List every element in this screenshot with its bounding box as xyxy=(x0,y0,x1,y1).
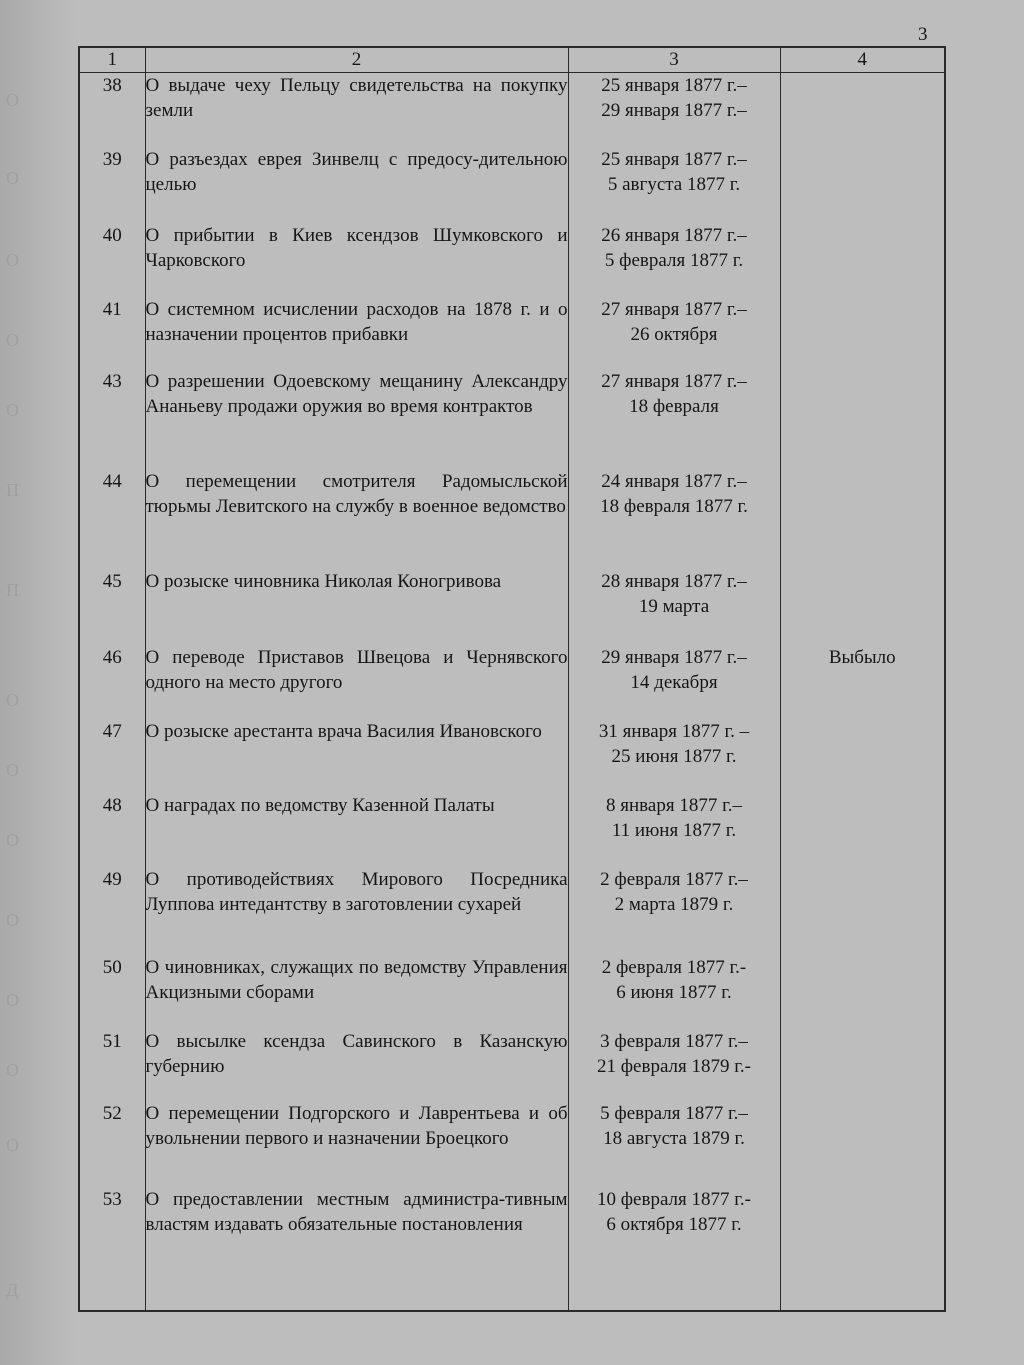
table-row xyxy=(79,223,945,297)
case-number: 49 xyxy=(79,867,145,955)
date-start: 8 января 1877 г.– xyxy=(606,794,742,816)
case-number: 41 xyxy=(79,297,145,369)
case-dates xyxy=(568,1101,780,1187)
case-title: О противодействиях Мирового Посредника Луппова интедантству в заготовлении сухарей xyxy=(145,867,568,955)
table-row xyxy=(79,469,945,569)
date-end: 29 января 1877 г.– xyxy=(601,100,747,121)
case-title: О прибытии в Киев ксендзов Шумковского и Чарковского xyxy=(145,223,568,297)
case-title: О чиновниках, служащих по ведомству Управления Акцизными сборами xyxy=(145,955,568,1029)
case-title: О выдаче чеху Пельцу свидетельства на покупку земли xyxy=(145,73,568,147)
case-number: 46 xyxy=(79,645,145,719)
case-dates xyxy=(568,955,780,1029)
date-start: 25 января 1877 г.– xyxy=(601,75,747,96)
case-number: 52 xyxy=(79,1101,145,1187)
bleed-through-mark: П xyxy=(6,480,19,500)
case-title: О перемещении Подгорского и Лаврентьева и об увольнении первого и назначении Броецкого xyxy=(145,1101,568,1187)
case-number: 48 xyxy=(79,793,145,867)
case-note xyxy=(780,867,945,955)
register-rows xyxy=(79,73,945,1312)
case-title: О наградах по ведомству Казенной Палаты xyxy=(145,793,568,867)
case-note xyxy=(780,297,945,369)
case-title: О розыске арестанта врача Василия Ивановского xyxy=(145,719,568,793)
table-row xyxy=(79,1101,945,1187)
case-title: О переводе Приставов Швецова и Чернявского одного на место другого xyxy=(145,645,568,719)
date-start: 2 февраля 1877 г.- xyxy=(601,956,747,978)
bleed-through-mark: О xyxy=(6,330,19,350)
case-title: О высылке ксендза Савинского в Казанскую губернию xyxy=(145,1029,568,1101)
register-table xyxy=(78,46,946,1312)
date-end: 5 августа 1877 г. xyxy=(607,173,741,195)
column-header-dates: 3 xyxy=(568,47,780,73)
header-row xyxy=(79,47,945,73)
column-header-number: 1 xyxy=(79,47,145,73)
date-end: 18 февраля 1877 г. xyxy=(600,495,748,517)
bleed-through-mark: О xyxy=(6,90,19,110)
case-number: 45 xyxy=(79,569,145,645)
table-row xyxy=(79,955,945,1029)
date-start: 26 января 1877 г.– xyxy=(601,224,747,246)
date-end: 11 июня 1877 г. xyxy=(611,819,737,841)
date-start: 5 февраля 1877 г.– xyxy=(600,1102,748,1124)
date-start: 27 января 1877 г.– xyxy=(601,370,747,392)
date-start: 29 января 1877 г.– xyxy=(601,646,747,668)
case-title: О разрешении Одоевскому мещанину Александру Ананьеву продажи оружия во время контрактов xyxy=(145,369,568,469)
case-dates xyxy=(568,793,780,867)
case-number: 53 xyxy=(79,1187,145,1273)
bleed-through-mark: О xyxy=(6,250,19,270)
table-row xyxy=(79,369,945,469)
case-number: 39 xyxy=(79,147,145,223)
case-dates xyxy=(568,369,780,469)
date-end: 2 марта 1879 г. xyxy=(614,893,734,915)
bleed-through-mark: О xyxy=(6,990,19,1010)
case-number: 44 xyxy=(79,469,145,569)
date-end: 14 декабря xyxy=(630,671,718,693)
empty-cell xyxy=(780,1273,945,1312)
case-number: 40 xyxy=(79,223,145,297)
table-row xyxy=(79,645,945,719)
case-number: 50 xyxy=(79,955,145,1029)
bleed-through-mark: О xyxy=(6,760,19,780)
table-row xyxy=(79,793,945,867)
date-start: 3 февраля 1877 г.– xyxy=(600,1030,748,1052)
table-row xyxy=(79,719,945,793)
bleed-through-mark: О xyxy=(6,910,19,930)
empty-filler-row xyxy=(79,1273,945,1312)
case-dates xyxy=(568,645,780,719)
date-start: 10 февраля 1877 г.- xyxy=(596,1188,751,1210)
case-dates xyxy=(568,1187,780,1273)
case-note xyxy=(780,369,945,469)
date-end: 26 октября xyxy=(630,323,718,345)
case-number: 47 xyxy=(79,719,145,793)
case-dates xyxy=(568,719,780,793)
case-number: 38 xyxy=(79,73,145,147)
case-dates xyxy=(568,297,780,369)
case-note xyxy=(780,955,945,1029)
case-title: О разъездах еврея Зинвелц с предосу-дительною целью xyxy=(145,147,568,223)
empty-cell xyxy=(79,1273,145,1312)
date-start: 28 января 1877 г.– xyxy=(601,570,747,592)
table-row xyxy=(79,1187,945,1273)
date-start: 27 января 1877 г.– xyxy=(601,298,747,320)
date-end: 5 февраля 1877 г. xyxy=(604,249,744,271)
case-note xyxy=(780,1187,945,1273)
table-row xyxy=(79,73,945,147)
case-note xyxy=(780,147,945,223)
table-row xyxy=(79,867,945,955)
case-note xyxy=(780,719,945,793)
date-end: 18 февраля xyxy=(629,395,719,417)
case-note xyxy=(780,569,945,645)
case-title: О предоставлении местным администра-тивным властям издавать обязательные постановления xyxy=(145,1187,568,1273)
date-end: 25 июня 1877 г. xyxy=(611,745,737,767)
case-title: О розыске чиновника Николая Коногривова xyxy=(145,569,568,645)
column-header-title: 2 xyxy=(145,47,568,73)
case-note xyxy=(780,1101,945,1187)
table-row xyxy=(79,297,945,369)
date-start: 25 января 1877 г.– xyxy=(601,148,747,170)
bleed-through-mark: О xyxy=(6,830,19,850)
column-header-notes: 4 xyxy=(780,47,945,73)
empty-cell xyxy=(145,1273,568,1312)
case-dates xyxy=(568,569,780,645)
previous-page-edge xyxy=(0,0,80,1365)
bleed-through-mark: О xyxy=(6,400,19,420)
empty-cell xyxy=(568,1273,780,1312)
case-number: 51 xyxy=(79,1029,145,1101)
bleed-through-mark: П xyxy=(6,580,19,600)
bleed-through-mark: О xyxy=(6,1135,19,1155)
case-dates xyxy=(568,147,780,223)
date-end: 19 марта xyxy=(638,595,710,617)
bleed-through-mark: О xyxy=(6,1060,19,1080)
case-dates xyxy=(568,469,780,569)
case-dates xyxy=(568,867,780,955)
page-number: 3 xyxy=(918,24,928,45)
bleed-through-mark: О xyxy=(6,168,19,188)
table-row xyxy=(79,1029,945,1101)
case-dates xyxy=(568,223,780,297)
date-end: 21 февраля 1879 г.- xyxy=(596,1055,751,1077)
case-dates xyxy=(568,1029,780,1101)
case-note xyxy=(780,1029,945,1101)
table-row xyxy=(79,569,945,645)
date-start: 24 января 1877 г.– xyxy=(601,470,747,492)
date-start: 2 февраля 1877 г.– xyxy=(600,868,748,890)
bleed-through-mark: О xyxy=(6,690,19,710)
case-title: О перемещении смотрителя Радомысльской тюрьмы Левитского на службу в военное ведомство xyxy=(145,469,568,569)
date-start: 31 января 1877 г. – xyxy=(598,720,750,742)
case-number: 43 xyxy=(79,369,145,469)
date-end: 6 июня 1877 г. xyxy=(616,981,732,1003)
date-end: 6 октября 1877 г. xyxy=(606,1213,742,1235)
case-title: О системном исчислении расходов на 1878 г. и о назначении процентов прибавки xyxy=(145,297,568,369)
case-note xyxy=(780,73,945,147)
case-note xyxy=(780,223,945,297)
case-note: Выбыло xyxy=(780,645,945,719)
case-note xyxy=(780,469,945,569)
date-end: 18 августа 1879 г. xyxy=(603,1127,745,1149)
bleed-through-mark: Д xyxy=(6,1280,19,1300)
case-dates xyxy=(568,73,780,147)
table-row xyxy=(79,147,945,223)
case-note xyxy=(780,793,945,867)
